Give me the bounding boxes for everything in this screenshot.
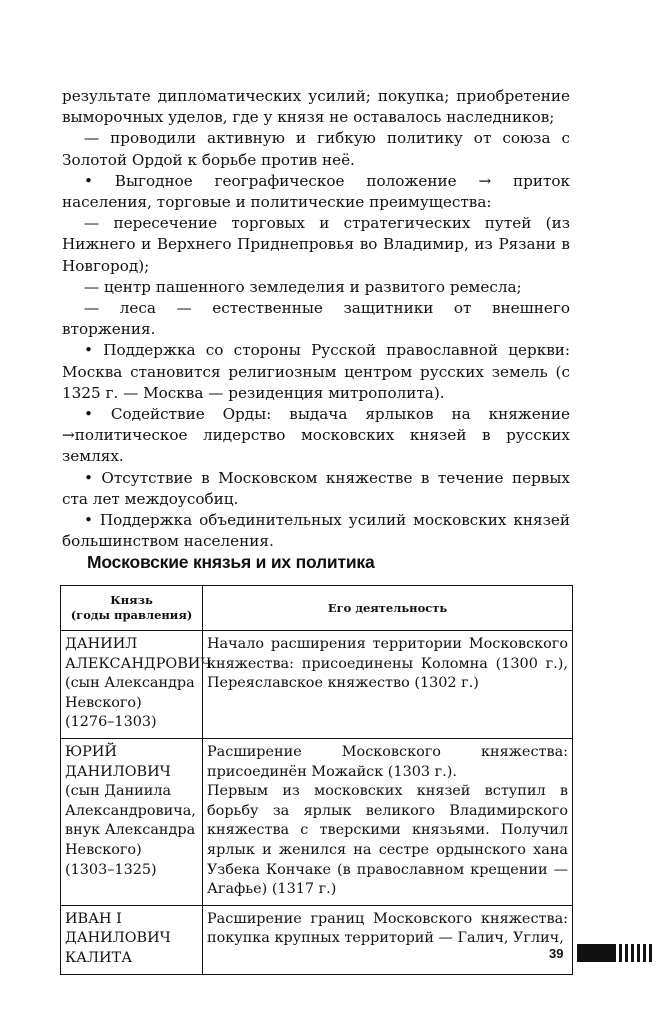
header-activity: Его деятельность [203, 586, 573, 631]
paragraph: — пересечение торговых и стратегических путей (из Нижнего и Верхнего Приднепровья во Владимир, из Рязани в Новгород); [62, 214, 570, 275]
prince-details: (сын Александра Невского) [65, 675, 195, 711]
prince-name: ДАНИИЛ АЛЕКСАНДРОВИЧ [65, 636, 212, 672]
activity-text: Расширение границ Московского княжества: покупка крупных территорий — Галич, Углич, [207, 910, 568, 947]
table-header-row [61, 586, 573, 631]
table-row [61, 631, 573, 739]
prince-years: (1303–1325) [65, 861, 157, 878]
activity-text: Начало расширения территории Московского княжества: присоединены Коломна (1300 г.), Переяславское княжество (1302 г.) [207, 636, 568, 692]
body-text [62, 86, 570, 552]
prince-cell [61, 631, 212, 739]
paragraph: • Отсутствие в Московском княжестве в течение первых ста лет междоусобиц. [62, 468, 570, 508]
header-prince-years: (годы правления) [70, 608, 193, 622]
prince-name: ИВАН I ДАНИЛОВИЧ КАЛИТА [65, 910, 171, 966]
prince-cell [61, 738, 203, 905]
table-row [61, 738, 573, 905]
header-prince-title: Князь [110, 593, 153, 607]
activity-cell [203, 738, 573, 905]
paragraph: — леса — естественные защитники от внешнего вторжения. [62, 299, 570, 339]
prince-years: (1276–1303) [65, 714, 157, 731]
paragraph: • Выгодное географическое положение → приток населения, торговые и политические преимущества: [62, 171, 570, 212]
paragraph: результате дипломатических усилий; покупка; приобретение выморочных уделов, где у князя не оставалось наследников; [62, 87, 570, 127]
activity-text: Расширение Московского княжества: присоединён Можайск (1303 г.). [207, 743, 568, 780]
princes-table [60, 585, 573, 975]
paragraph: — проводили активную и гибкую политику от союза с Золотой Ордой к борьбе против неё. [62, 129, 570, 169]
activity-cell [203, 905, 573, 974]
paragraph: — центр пашенного земледелия и развитого ремесла; [84, 277, 522, 296]
prince-cell [61, 905, 203, 974]
paragraph: • Содействие Орды: выдача ярлыков на княжение →политическое лидерство московских князей в русских землях. [62, 405, 570, 466]
prince-details: (сын Даниила Александровича, внук Александра Невского) [65, 783, 196, 858]
section-title: Московские князья и их политика [87, 552, 375, 572]
header-prince [61, 586, 203, 631]
paragraph: • Поддержка объединительных усилий московских князей большинством населения. [62, 511, 570, 551]
prince-name: ЮРИЙ ДАНИЛОВИЧ [65, 743, 171, 780]
table-row [61, 905, 573, 974]
page-number: 39 [549, 946, 564, 961]
activity-cell [203, 631, 573, 739]
page-marker-solid [577, 944, 615, 962]
paragraph: • Поддержка со стороны Русской православной церкви: Москва становится религиозным центром русских земель (с 1325 г. — Москва — резиденция митрополита). [62, 341, 570, 402]
page-marker-bar [577, 944, 655, 962]
activity-text: Первым из московских князей вступил в борьбу за ярлык великого Владимирского княжества с тверскими князьями. Получил ярлык и женился на сестре ордынского хана Узбека Кончаке (в православном крещении — Агафье) (1317 г.) [207, 783, 568, 898]
